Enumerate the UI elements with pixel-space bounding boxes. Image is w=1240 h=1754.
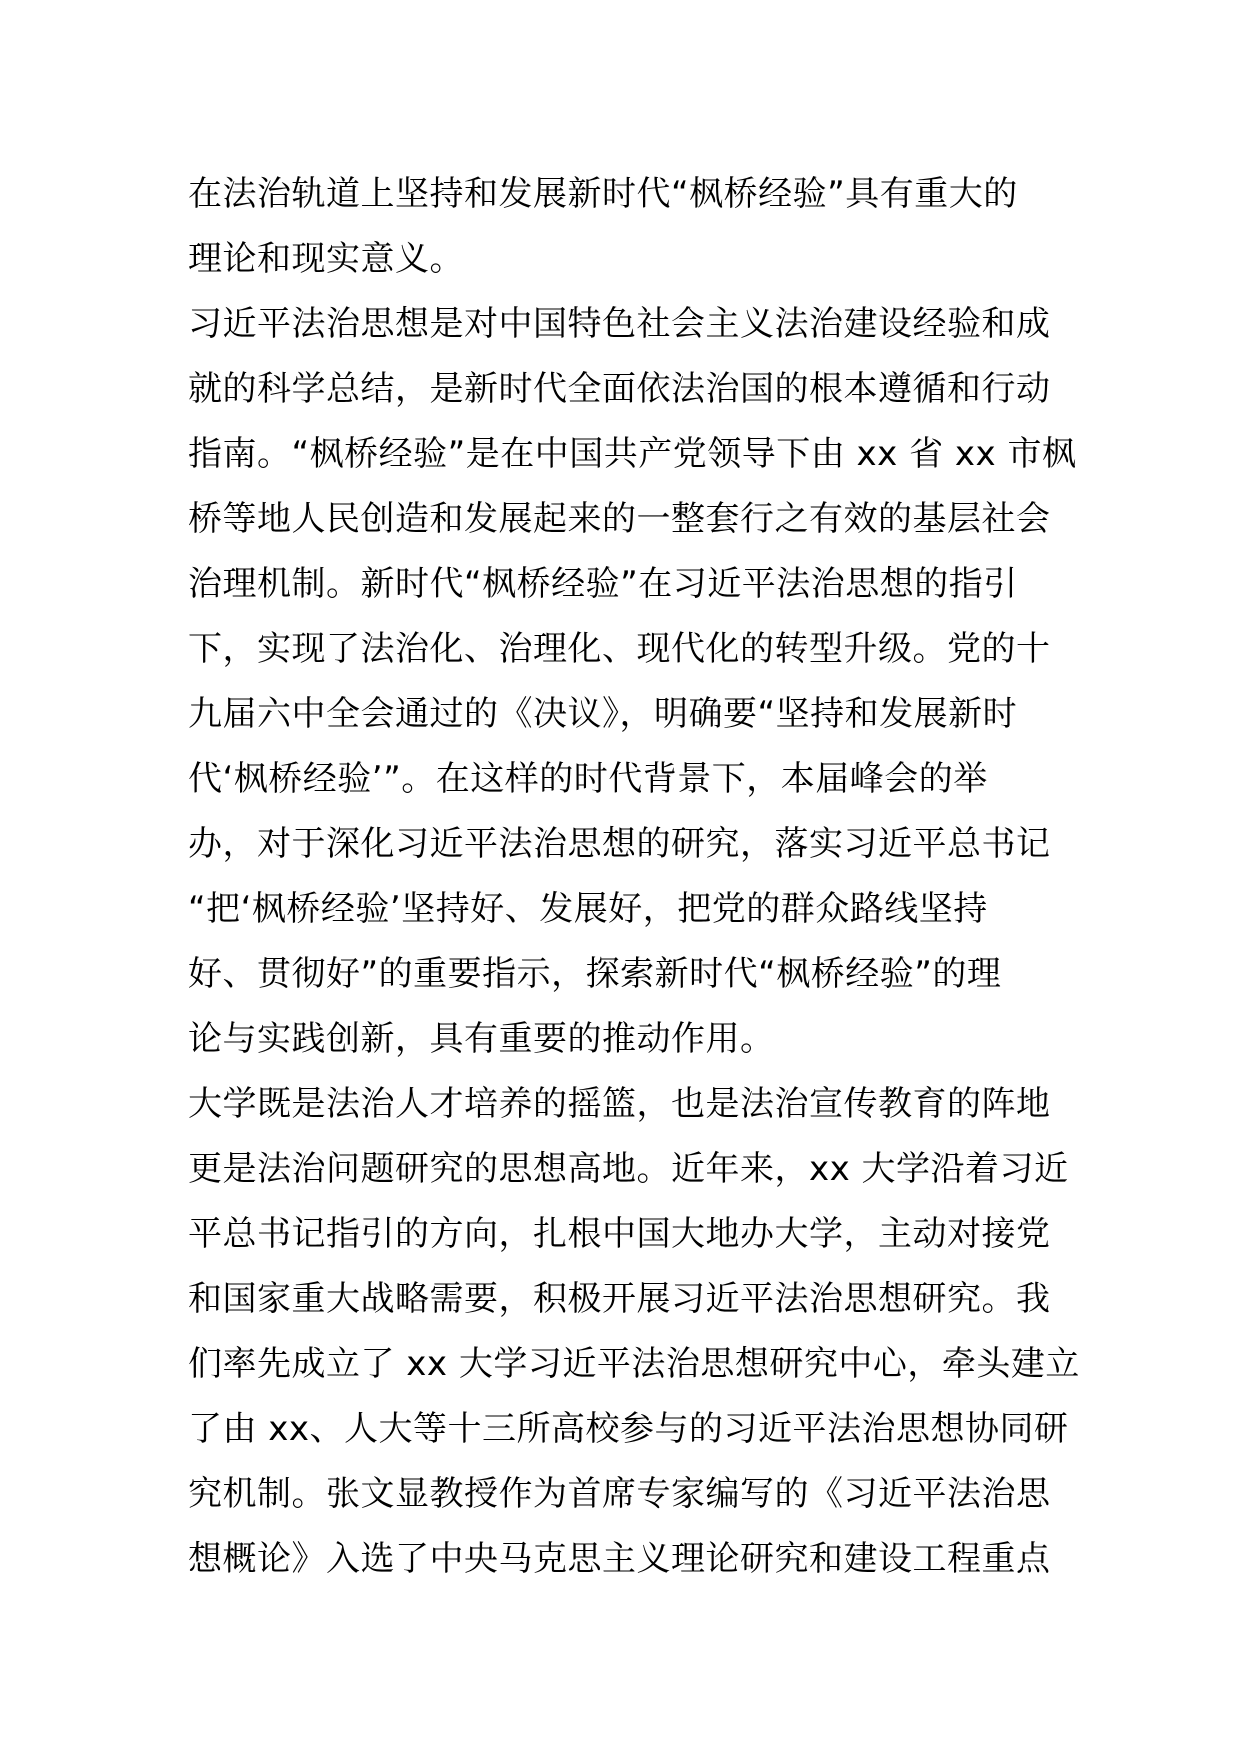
text-line: 治理机制。新时代“枫桥经验”在习近平法治思想的指引 [188,564,1018,604]
text-line: 就的科学总结，是新时代全面依法治国的根本遵循和行动 [188,369,1051,409]
text-line: 九届六中全会通过的《决议》，明确要“坚持和发展新时 [188,694,1018,734]
text-line: 在法治轨道上坚持和发展新时代“枫桥经验”具有重大的 [188,174,1018,214]
text-line: 平总书记指引的方向，扎根中国大地办大学，主动对接党 [188,1214,1051,1254]
text-line: 下，实现了法治化、治理化、现代化的转型升级。党的十 [188,629,1051,669]
text-line: 大学既是法治人才培养的摇篮，也是法治宣传教育的阵地 [188,1084,1051,1124]
text-line: 们率先成立了 xx 大学习近平法治思想研究中心，牵头建立 [188,1344,1080,1384]
text-line: 桥等地人民创造和发展起来的一整套行之有效的基层社会 [188,499,1051,539]
text-line: 究机制。张文显教授作为首席专家编写的《习近平法治思 [188,1474,1051,1514]
text-line: 论与实践创新，具有重要的推动作用。 [188,1019,775,1059]
body-text [188,162,1080,1592]
text-line: 指南。“枫桥经验”是在中国共产党领导下由 xx 省 xx 市枫 [188,434,1077,474]
text-line: 更是法治问题研究的思想高地。近年来，xx 大学沿着习近 [188,1149,1069,1189]
text-line: 和国家重大战略需要，积极开展习近平法治思想研究。我 [188,1279,1051,1319]
text-line: “把‘枫桥经验’坚持好、发展好，把党的群众路线坚持 [188,889,988,929]
text-line: 想概论》入选了中央马克思主义理论研究和建设工程重点 [188,1539,1051,1579]
text-line: 了由 xx、人大等十三所高校参与的习近平法治思想协同研 [188,1409,1069,1449]
text-line: 办，对于深化习近平法治思想的研究，落实习近平总书记 [188,824,1051,864]
text-line: 好、贯彻好”的重要指示，探索新时代“枫桥经验”的理 [188,954,1002,994]
text-line: 习近平法治思想是对中国特色社会主义法治建设经验和成 [188,304,1051,344]
text-line: 理论和现实意义。 [188,239,464,279]
text-line: 代‘枫桥经验’”。在这样的时代背景下，本届峰会的举 [188,759,988,799]
